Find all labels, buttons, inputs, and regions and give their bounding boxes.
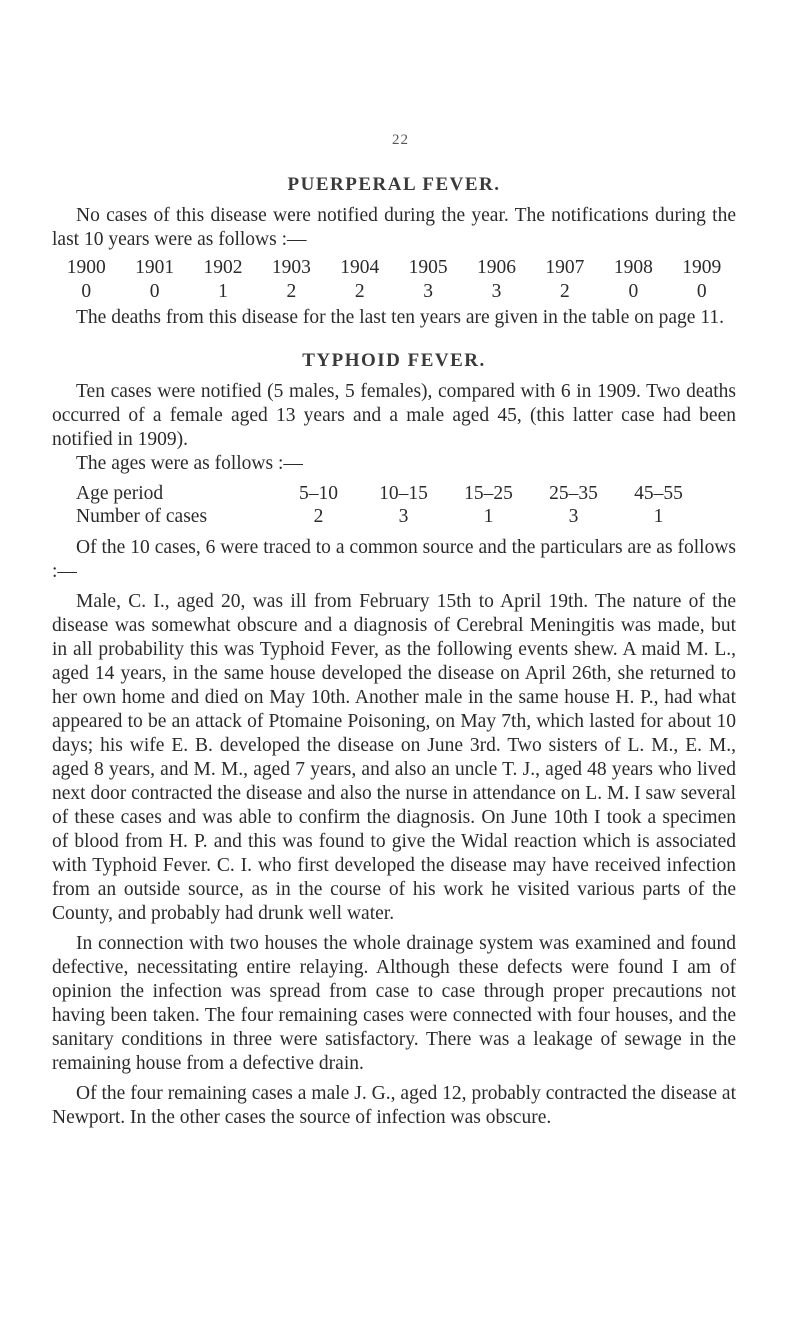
count-cell: 2: [286, 281, 297, 302]
age-period-cell: 5–10: [299, 483, 338, 504]
typhoid-summary: Ten cases were notified (5 males, 5 females), compared with 6 in 1909. Two deaths occurred of a female aged 13 years and a male aged 45, (this latter case had been notified in 1909).: [52, 381, 736, 450]
cases-cell: 3: [568, 506, 579, 527]
counts-row: [52, 280, 736, 304]
typhoid-ages-intro: The ages were as follows :—: [76, 453, 303, 474]
year-cell: 1900: [66, 257, 106, 278]
count-cell: 1: [218, 281, 228, 302]
age-period-cell: 15–25: [464, 483, 513, 504]
year-cell: 1903: [271, 257, 311, 278]
year-cell: 1907: [545, 257, 585, 278]
age-period-label: Age period: [76, 483, 164, 504]
count-cell: 3: [423, 281, 434, 302]
year-cell: 1901: [135, 257, 175, 278]
notifications-table: [52, 256, 736, 304]
years-row: [52, 256, 736, 280]
year-cell: 1909: [682, 257, 722, 278]
page-number: 22: [392, 132, 409, 148]
count-cell: 2: [354, 281, 365, 302]
year-cell: 1902: [203, 257, 243, 278]
count-cell: 0: [81, 281, 92, 302]
typhoid-remaining-cases: Of the four remaining cases a male J. G., aged 12, probably contracted the disease at Newport. In the other cases the source of infection was obscure.: [52, 1083, 736, 1128]
year-cell: 1904: [340, 257, 380, 278]
age-period-cell: 25–35: [549, 483, 598, 504]
age-period-row: [76, 482, 701, 505]
cases-row: [76, 505, 701, 528]
puerperal-deaths-note: The deaths from this disease for the last ten years are given in the table on page 11.: [76, 307, 724, 328]
year-cell: 1908: [613, 257, 653, 278]
section-heading-typhoid: TYPHOID FEVER.: [302, 350, 486, 371]
count-cell: 0: [696, 281, 707, 302]
count-cell: 3: [491, 281, 502, 302]
count-cell: 0: [149, 281, 160, 302]
page-body: [52, 128, 736, 1130]
age-period-cell: 10–15: [379, 483, 428, 504]
cases-label: Number of cases: [76, 506, 208, 527]
typhoid-drainage: In connection with two houses the whole drainage system was examined and found defective, necessitating entire relaying. Although these defects were found I am of opinion the infection was spread from case to case through proper precautions not having been taken. The four remaining cases were connected with four houses, and the sanitary conditions in three were satisfactory. There was a leakage of sewage in the remaining house from a defective drain.: [52, 933, 736, 1074]
age-period-cell: 45–55: [634, 483, 683, 504]
year-cell: 1906: [477, 257, 517, 278]
cases-cell: 2: [313, 506, 324, 527]
puerperal-intro: No cases of this disease were notified during the year. The notifications during the last 10 years were as follows :—: [52, 205, 736, 250]
section-heading-puerperal: PUERPERAL FEVER.: [287, 174, 501, 195]
year-cell: 1905: [408, 257, 448, 278]
count-cell: 2: [560, 281, 570, 302]
cases-cell: 1: [483, 506, 494, 527]
age-table: [76, 482, 701, 528]
cases-cell: 3: [398, 506, 409, 527]
cases-cell: 1: [653, 506, 664, 527]
typhoid-common-source: Of the 10 cases, 6 were traced to a common source and the particulars are as follows :—: [52, 537, 736, 582]
count-cell: 0: [628, 281, 639, 302]
typhoid-case-details: Male, C. I., aged 20, was ill from February 15th to April 19th. The nature of the disease was somewhat obscure and a diagnosis of Cerebral Meningitis was made, but in all probability this was Typhoid Fever, as the following events shew. A maid M. L., aged 14 years, in the same house developed the disease on April 26th, she returned to her own home and died on May 10th. Another male in the same house H. P., had what appeared to be an attack of Ptomaine Poisoning, on May 7th, which lasted for about 10 days; his wife E. B. developed the disease on June 3rd. Two sisters of L. M., E. M., aged 8 years, and M. M., aged 7 years, and also an uncle T. J., aged 48 years who lived next door contracted the disease and also the nurse in attendance on L. M. I saw several of these cases and was able to confirm the diagnosis. On June 10th I took a specimen of blood from H. P. and this was found to give the Widal reaction which is associated with Typhoid Fever. C. I. who first developed the disease may have received infection from an outside source, as in the course of his work he visited various parts of the County, and probably had drunk well water.: [52, 591, 736, 924]
